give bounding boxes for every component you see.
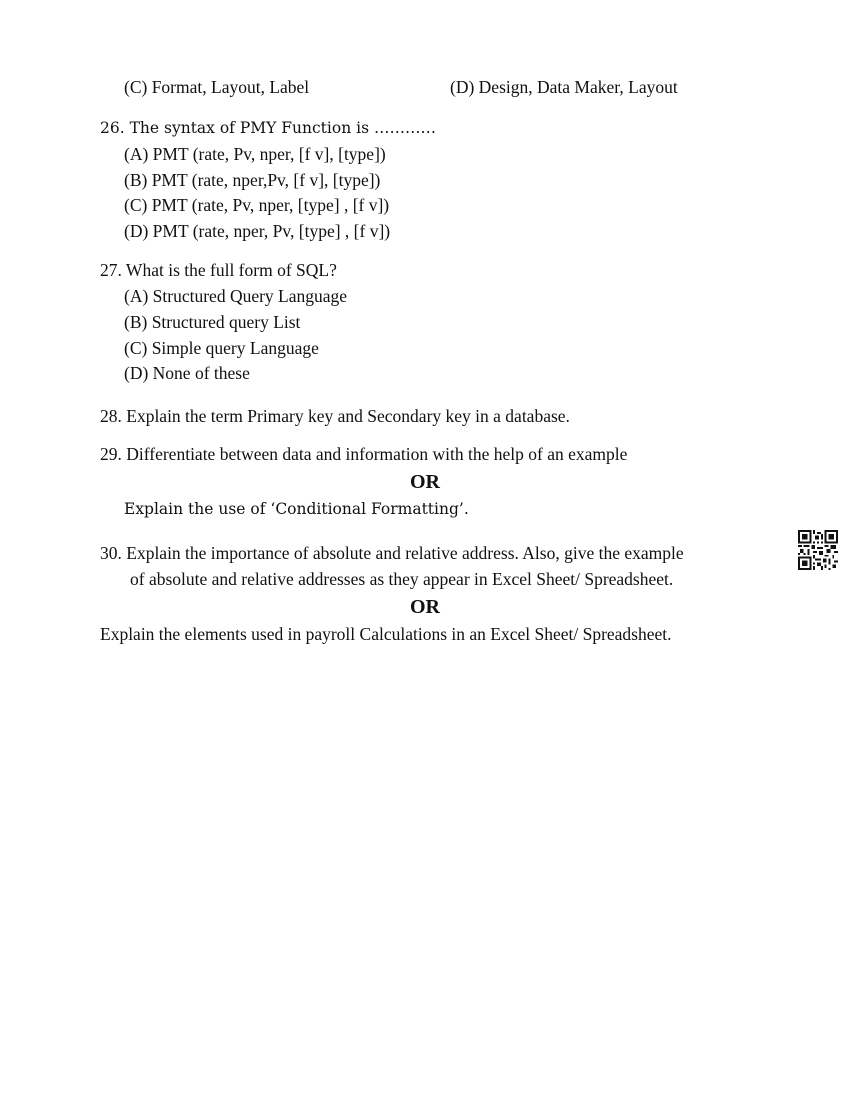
- q29-question: 29. Differentiate between data and information with the help of an example: [100, 444, 628, 464]
- q30-question-line-1: 30. Explain the importance of absolute and relative address. Also, give the example: [100, 543, 684, 563]
- q26-option-d: (D) PMT (rate, nper, Pv, [type] , [f v]): [124, 221, 391, 241]
- q26-option-c: (C) PMT (rate, Pv, nper, [type] , [f v]): [124, 195, 390, 215]
- q25-option-c: (C) Format, Layout, Label: [124, 77, 310, 97]
- q26-option-b: (B) PMT (rate, nper,Pv, [f v], [type]): [124, 170, 381, 190]
- q28-question: 28. Explain the term Primary key and Secondary key in a database.: [100, 406, 570, 426]
- q27-question: 27. What is the full form of SQL?: [100, 260, 337, 280]
- q27-option-c: (C) Simple query Language: [124, 338, 319, 358]
- q30-alternative: Explain the elements used in payroll Calculations in an Excel Sheet/ Spreadsheet.: [100, 624, 672, 644]
- q27-option-d: (D) None of these: [124, 363, 250, 383]
- q27-option-a: (A) Structured Query Language: [124, 286, 348, 306]
- q26-question: 26. The syntax of PMY Function is …………: [100, 119, 436, 137]
- q30-or-label: OR: [410, 596, 440, 618]
- q29-alternative: Explain the use of ‘Conditional Formatting’.: [124, 500, 469, 518]
- q29-or-label: OR: [410, 471, 440, 493]
- q25-option-d: (D) Design, Data Maker, Layout: [450, 77, 678, 97]
- qr-code-icon: [798, 530, 838, 570]
- q26-option-a: (A) PMT (rate, Pv, nper, [f v], [type]): [124, 144, 386, 164]
- q27-option-b: (B) Structured query List: [124, 312, 301, 332]
- q30-question-line-2: of absolute and relative addresses as they appear in Excel Sheet/ Spreadsheet.: [130, 569, 674, 589]
